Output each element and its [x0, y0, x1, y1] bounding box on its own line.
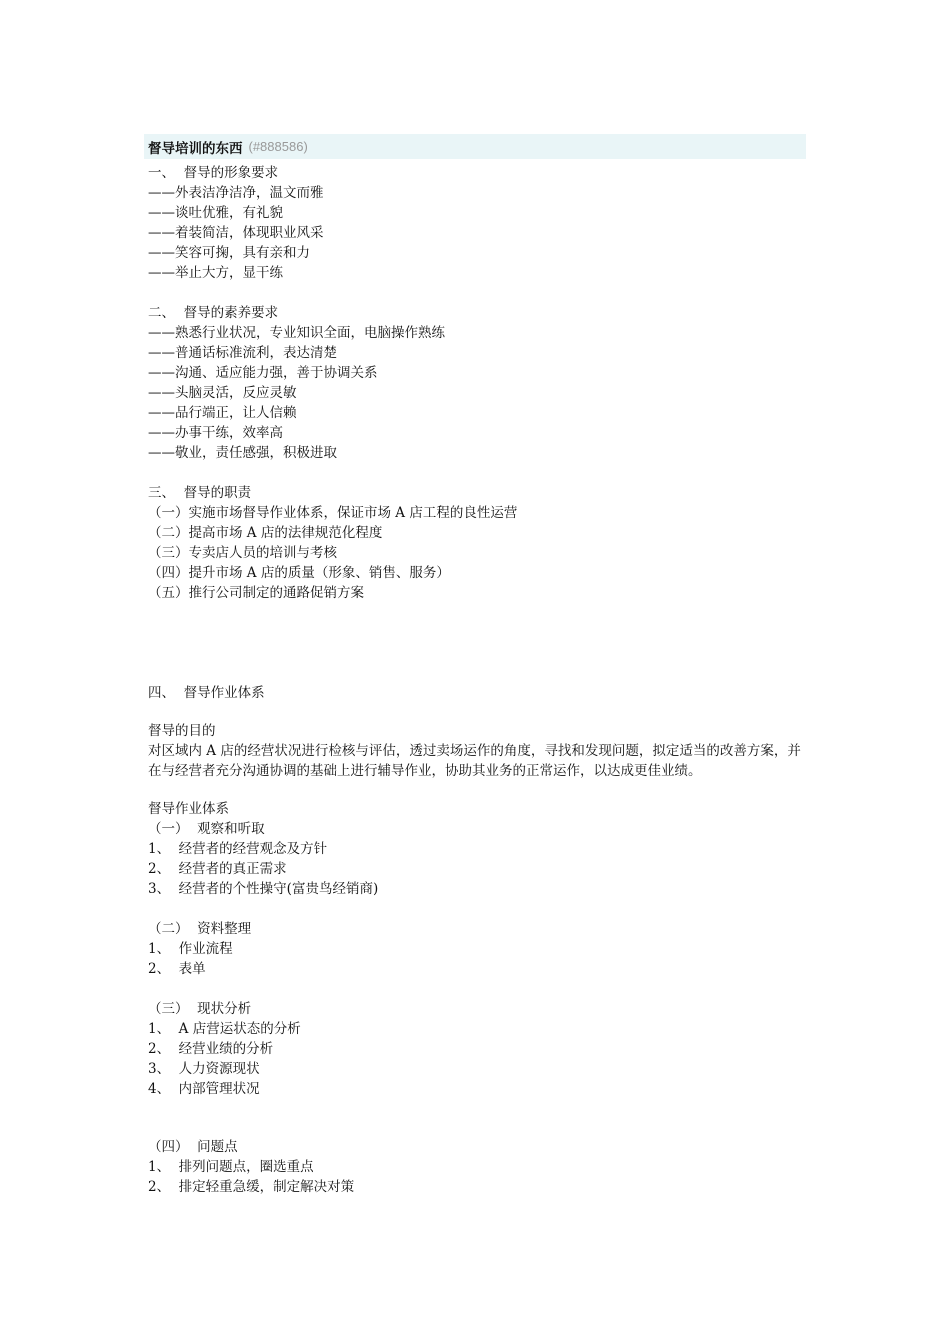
list-item: 2、 经营业绩的分析	[148, 1041, 274, 1057]
section-heading: 四、 督导作业体系	[148, 685, 265, 701]
list-item: 1、 A 店营运状态的分析	[148, 1021, 301, 1037]
document-title-bar	[144, 134, 806, 159]
list-item: 4、 内部管理状况	[148, 1081, 260, 1097]
list-item: （五）推行公司制定的通路促销方案	[148, 585, 364, 601]
group-heading: （二） 资料整理	[148, 921, 252, 937]
section-quality	[148, 303, 806, 463]
purpose-text: 对区域内 A 店的经营状况进行检核与评估，透过卖场运作的角度，寻找和发现问题，拟定适当的改善方案，并在与经营者充分沟通协调的基础上进行辅导作业，协助其业务的正常运作，以达成更佳业绩。	[148, 743, 801, 779]
list-item: ——举止大方，显干练	[148, 265, 283, 281]
section-duties	[148, 483, 806, 603]
section-heading: 二、 督导的素养要求	[148, 305, 279, 321]
list-item: 1、 排列问题点，圈选重点	[148, 1159, 314, 1175]
document-page	[148, 134, 806, 1197]
list-item: 2、 经营者的真正需求	[148, 861, 287, 877]
list-item: （一）实施市场督导作业体系，保证市场 A 店工程的良性运营	[148, 505, 518, 521]
section-heading: 一、 督导的形象要求	[148, 165, 279, 181]
group-heading: （一） 观察和听取	[148, 821, 265, 837]
list-item: ——外表洁净洁净，温文而雅	[148, 185, 324, 201]
group-problems	[148, 1137, 806, 1197]
list-item: （四）提升市场 A 店的质量（形象、销售、服务）	[148, 565, 450, 581]
list-item: ——沟通、适应能力强，善于协调关系	[148, 365, 378, 381]
group-heading: （三） 现状分析	[148, 1001, 252, 1017]
list-item: 3、 经营者的个性操守(富贵鸟经销商)	[148, 881, 379, 897]
list-item: ——谈吐优雅，有礼貌	[148, 205, 283, 221]
list-item: ——熟悉行业状况，专业知识全面，电脑操作熟练	[148, 325, 445, 341]
group-heading: （四） 问题点	[148, 1139, 238, 1155]
document-title: 督导培训的东西	[148, 140, 243, 157]
section-system	[148, 683, 806, 1197]
list-item: （二）提高市场 A 店的法律规范化程度	[148, 525, 383, 541]
section-heading: 三、 督导的职责	[148, 485, 252, 501]
purpose-title: 督导的目的	[148, 723, 216, 739]
list-item: 2、 排定轻重急缓，制定解决对策	[148, 1179, 355, 1195]
system-title: 督导作业体系	[148, 801, 229, 817]
list-item: 1、 经营者的经营观念及方针	[148, 841, 328, 857]
group-observe	[148, 819, 806, 899]
section-appearance	[148, 163, 806, 283]
document-id: (#888586)	[248, 139, 308, 154]
group-data	[148, 919, 806, 979]
spacer	[148, 1099, 806, 1137]
list-item: （三）专卖店人员的培训与考核	[148, 545, 337, 561]
list-item: 3、 人力资源现状	[148, 1061, 260, 1077]
list-item: 2、 表单	[148, 961, 206, 977]
spacer	[148, 603, 806, 663]
purpose-block	[148, 721, 806, 781]
list-item: ——普通话标准流利，表达清楚	[148, 345, 337, 361]
list-item: ——办事干练，效率高	[148, 425, 283, 441]
system-block	[148, 799, 806, 1197]
list-item: ——笑容可掬，具有亲和力	[148, 245, 310, 261]
list-item: ——头脑灵活，反应灵敏	[148, 385, 297, 401]
list-item: 1、 作业流程	[148, 941, 233, 957]
list-item: ——着装简洁，体现职业风采	[148, 225, 324, 241]
list-item: ——品行端正，让人信赖	[148, 405, 297, 421]
group-analysis	[148, 999, 806, 1099]
list-item: ——敬业，责任感强，积极进取	[148, 445, 337, 461]
